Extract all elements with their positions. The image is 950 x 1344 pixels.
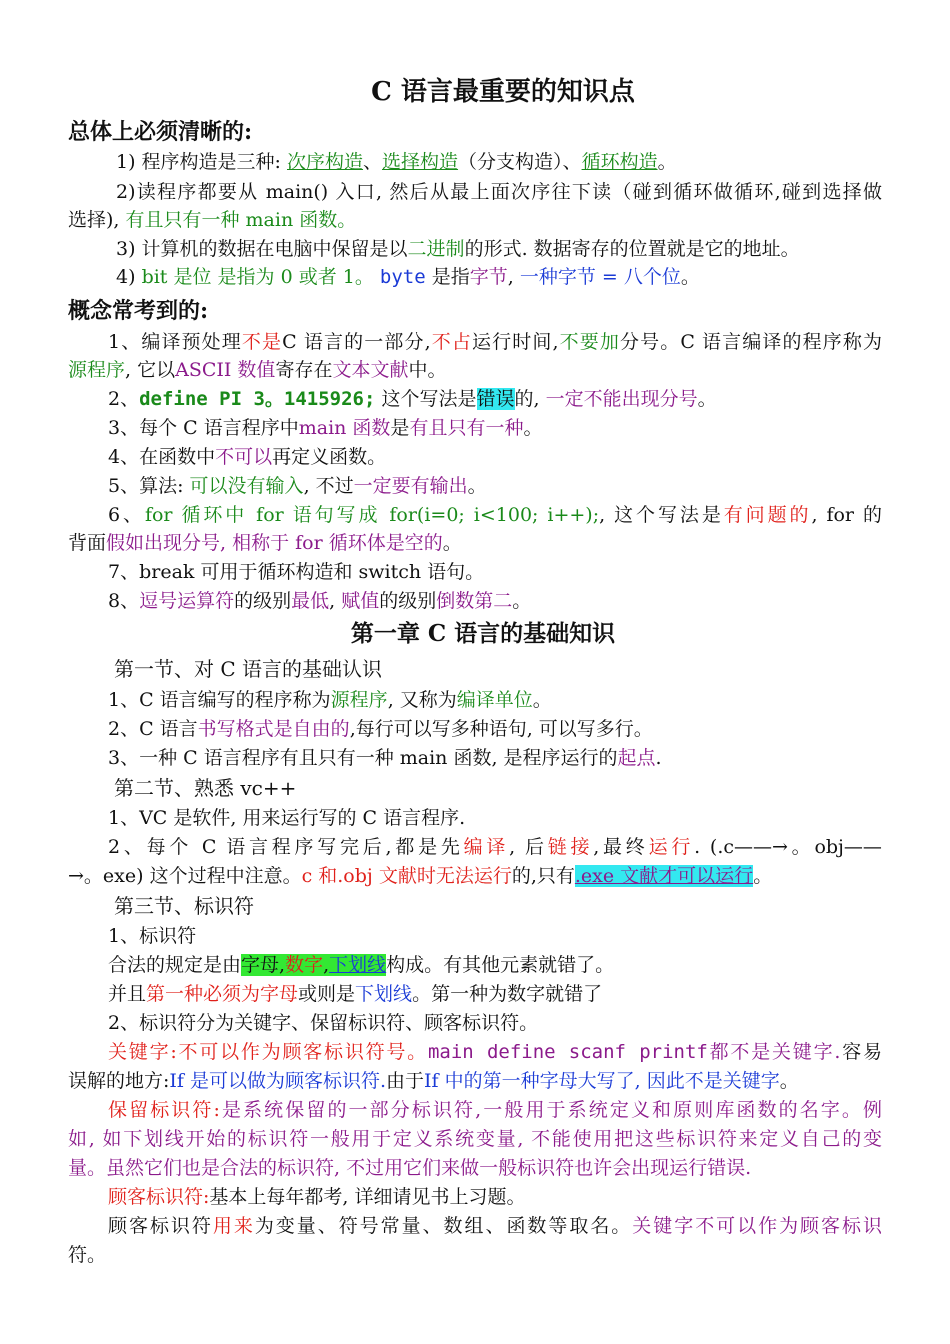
s1-line-3: [108, 746, 662, 770]
emphasis: 不是: [241, 331, 283, 353]
term-binary: 二进制: [407, 238, 465, 260]
text: , 又称为: [387, 689, 457, 711]
code: define PI 3。1415926;: [139, 388, 376, 410]
s3-line-1: 1、标识符: [108, 925, 197, 947]
emphasis: 有且只有一种 main 函数。: [125, 209, 357, 231]
text: 顾客标识符: [108, 1215, 213, 1237]
s3-customer: [108, 1185, 526, 1209]
text: 1) 程序构造是三种:: [116, 151, 281, 173]
term-byte: byte: [379, 266, 426, 288]
code: for 循环中 for 语句写成 for(i=0; i<100; i++);: [144, 504, 600, 526]
s3-keywords: [68, 1040, 882, 1064]
s3-reserved-cont-2: 量。虽然它们也是合法的标识符, 不过用它们来做一般标识符也许会出现运行错误.: [68, 1157, 752, 1179]
emphasis: 运行: [648, 836, 695, 858]
text: ,: [329, 590, 336, 612]
emphasis: ASCII 数值: [175, 359, 276, 381]
text: ,最终: [593, 836, 649, 858]
emphasis: 不可以作为顾客标识符号。: [176, 1041, 428, 1063]
text: 的级别: [379, 590, 437, 612]
text: 是指: [431, 266, 470, 288]
text: 2、C 语言: [108, 718, 198, 740]
text: 1、编译预处理: [108, 331, 242, 353]
text: 寄存在: [275, 359, 333, 381]
chapter-1-heading: 第一章 C 语言的基础知识: [350, 620, 616, 647]
s2-line-2-cont: [68, 864, 772, 888]
text: 或则是: [298, 983, 356, 1005]
text: , for 的: [811, 504, 882, 526]
emphasis: 可以没有输入: [189, 475, 304, 497]
term-selection: 选择构造: [382, 151, 459, 173]
text: 这个写法是: [381, 388, 477, 410]
page-title: C 语言最重要的知识点: [371, 77, 635, 107]
label: 保留标识符:: [108, 1099, 220, 1121]
text: 选择),: [68, 209, 120, 231]
emphasis: main 函数: [298, 417, 391, 439]
text: 为变量、符号常量、数组、函数等取名。: [254, 1215, 633, 1237]
s2-line-1: 1、VC 是软件, 用来运行写的 C 语言程序.: [108, 807, 466, 829]
s3-customer-usage: [68, 1214, 882, 1238]
emphasis: 最低: [291, 590, 330, 612]
emphasis: 下划线: [329, 954, 387, 976]
term-byte-cn: 字节: [469, 266, 508, 288]
text: 3、每个 C 语言程序中: [108, 417, 299, 439]
emphasis: 关键字: [632, 1215, 696, 1237]
s3-line-2: [108, 953, 614, 977]
overall-item-4: [116, 265, 700, 289]
overall-item-2: [68, 180, 882, 204]
text: 的,: [514, 388, 540, 410]
s1-line-1: [108, 688, 552, 712]
s3-customer-usage-cont: 符。: [68, 1244, 107, 1266]
text: 中。: [408, 359, 447, 381]
text: , 它以: [125, 359, 176, 381]
concept-2: [108, 387, 717, 411]
emphasis: 用来: [212, 1215, 255, 1237]
text: 。: [523, 417, 543, 439]
text: 。: [697, 388, 717, 410]
text: 。: [442, 532, 462, 554]
emphasis: 不占: [430, 331, 472, 353]
s3-line-4: 2、标识符分为关键字、保留标识符、顾客标识符。: [108, 1012, 539, 1034]
heading-overall: 总体上必须清晰的:: [68, 119, 253, 145]
text: 再定义函数。: [272, 446, 387, 468]
text: 。: [467, 475, 487, 497]
emphasis: 不可以作为顾客标识: [695, 1215, 882, 1237]
text: 3、一种 C 语言程序有且只有一种 main 函数, 是程序运行的: [108, 747, 618, 769]
emphasis: 逗号运算符: [139, 590, 235, 612]
text: 4、在函数中: [108, 446, 216, 468]
text: , 这个写法是: [599, 504, 724, 526]
emphasis: 文本文献: [332, 359, 409, 381]
text: 6、: [108, 504, 145, 526]
emphasis: 不可以: [215, 446, 273, 468]
text: 。: [779, 1070, 799, 1092]
concept-3: [108, 416, 542, 440]
text: 是: [390, 417, 410, 439]
text: C 语言的一部分,: [282, 331, 431, 353]
section-3-heading: 第三节、标识符: [114, 894, 254, 918]
emphasis: .exe 文献才可以运行: [574, 865, 754, 887]
text: 的级别: [234, 590, 292, 612]
text: 1、C 语言编写的程序称为: [108, 689, 331, 711]
text: 。: [680, 266, 700, 288]
emphasis: 源程序: [330, 689, 388, 711]
concept-8: [108, 589, 531, 613]
emphasis: c 和.obj 文献时无法运行: [301, 865, 512, 887]
text: 由于: [386, 1070, 425, 1092]
emphasis: If 是可以做为顾客标识符.: [169, 1070, 387, 1092]
emphasis: 假如出现分号, 相称于 for 循环体是空的: [106, 532, 443, 554]
text: 。: [532, 689, 552, 711]
overall-item-2-cont: [68, 208, 356, 232]
text: 8、: [108, 590, 140, 612]
emphasis: 编译: [463, 836, 510, 858]
label: 顾客标识符:: [108, 1186, 210, 1208]
s3-keywords-cont: [68, 1069, 799, 1093]
text: ,: [279, 954, 286, 976]
text: 4): [116, 266, 136, 288]
emphasis: 有且只有一种: [409, 417, 524, 439]
text: 背面: [68, 532, 107, 554]
emphasis: 一定不能出现分号: [545, 388, 698, 410]
text: 3) 计算机的数据在电脑中保留是以: [116, 238, 408, 260]
concept-1: [68, 330, 882, 354]
concept-4: [108, 445, 386, 469]
text: 。: [657, 151, 677, 173]
emphasis: 八个位: [623, 266, 681, 288]
emphasis: 倒数第二: [436, 590, 513, 612]
text: 误解的地方:: [68, 1070, 170, 1092]
emphasis: 错误: [476, 388, 515, 410]
emphasis: 数字: [285, 954, 324, 976]
s3-reserved: [68, 1098, 882, 1122]
text: 并且: [108, 983, 147, 1005]
concept-6-cont: [68, 531, 462, 555]
emphasis: 赋值: [341, 590, 380, 612]
emphasis: 起点: [617, 747, 656, 769]
heading-concepts: 概念常考到的:: [68, 298, 209, 324]
emphasis: 都不是关键字.: [707, 1041, 841, 1063]
emphasis: 不要加: [558, 331, 620, 353]
emphasis: 一种字节 =: [519, 266, 618, 288]
emphasis: 链接: [547, 836, 594, 858]
text: , 不过: [303, 475, 354, 497]
s1-line-2: [108, 717, 653, 741]
emphasis: 源程序: [68, 359, 126, 381]
text: 。: [753, 865, 773, 887]
text: 的,只有: [511, 865, 575, 887]
text: 基本上每年都考, 详细请见书上习题。: [209, 1186, 526, 1208]
text: 2、每个 C 语言程序写完后,都是先: [108, 836, 464, 858]
text: 、: [363, 151, 383, 173]
emphasis: 字母: [241, 954, 280, 976]
concept-6: [68, 503, 882, 527]
emphasis: 书写格式是自由的: [197, 718, 350, 740]
s3-line-3: [108, 982, 602, 1006]
overall-item-3: [116, 237, 800, 261]
text: ,每行可以写多种语句, 可以写多行。: [349, 718, 653, 740]
text: 构成。有其他元素就错了。: [386, 954, 615, 976]
text: 运行时间,: [471, 331, 559, 353]
text: 。: [512, 590, 532, 612]
emphasis: 有问题的: [723, 504, 812, 526]
emphasis: 下划线: [355, 983, 413, 1005]
code: main define scanf printf: [427, 1041, 708, 1063]
section-1-heading: 第一节、对 C 语言的基础认识: [114, 657, 383, 681]
text: ,: [323, 954, 330, 976]
text: , 后: [509, 836, 548, 858]
concept-1-cont: [68, 358, 446, 382]
s2-line-2: [68, 835, 882, 859]
concept-7: 7、break 可用于循环构造和 switch 语句。: [108, 561, 485, 583]
emphasis: 是系统保留的一部分标识符,一般用于系统定义和原则库函数的名字。例: [219, 1099, 882, 1121]
text: . (.c——→。obj——: [694, 836, 882, 858]
s3-reserved-cont-1: 如, 如下划线开始的标识符一般用于定义系统变量, 不能使用把这些标识符来定义自己的变: [68, 1128, 882, 1150]
term-loop: 循环构造: [581, 151, 658, 173]
emphasis: 一定要有输出: [353, 475, 468, 497]
section-2-heading: 第二节、熟悉 vc++: [114, 776, 297, 800]
concept-5: [108, 474, 487, 498]
overall-item-1: [116, 150, 677, 174]
label: 关键字:: [108, 1041, 177, 1063]
emphasis: 编译单位: [456, 689, 533, 711]
emphasis: 第一种必须为字母: [146, 983, 299, 1005]
text: 2)读程序都要从 main() 入口, 然后从最上面次序往下读（碰到循环做循环,碰到选择做: [116, 181, 882, 203]
text: 的形式. 数据寄存的位置就是它的地址。: [464, 238, 800, 260]
term-sequence: 次序构造: [287, 151, 364, 173]
text: 5、算法:: [108, 475, 184, 497]
term-bit: bit 是位: [141, 266, 212, 288]
text: 分号。C 语言编译的程序称为: [619, 331, 882, 353]
text: 容易: [840, 1041, 882, 1063]
text: （分支构造）、: [458, 151, 582, 173]
text: .: [655, 747, 662, 769]
emphasis: If 中的第一种字母大写了, 因此不是关键字: [424, 1070, 780, 1092]
text: 2、: [108, 388, 140, 410]
text: →。exe) 这个过程中注意。: [68, 865, 302, 887]
text: 。第一种为数字就错了: [412, 983, 603, 1005]
text: ,: [507, 266, 514, 288]
text: 是指为 0 或者 1。: [217, 266, 374, 288]
text: 合法的规定是由: [108, 954, 242, 976]
